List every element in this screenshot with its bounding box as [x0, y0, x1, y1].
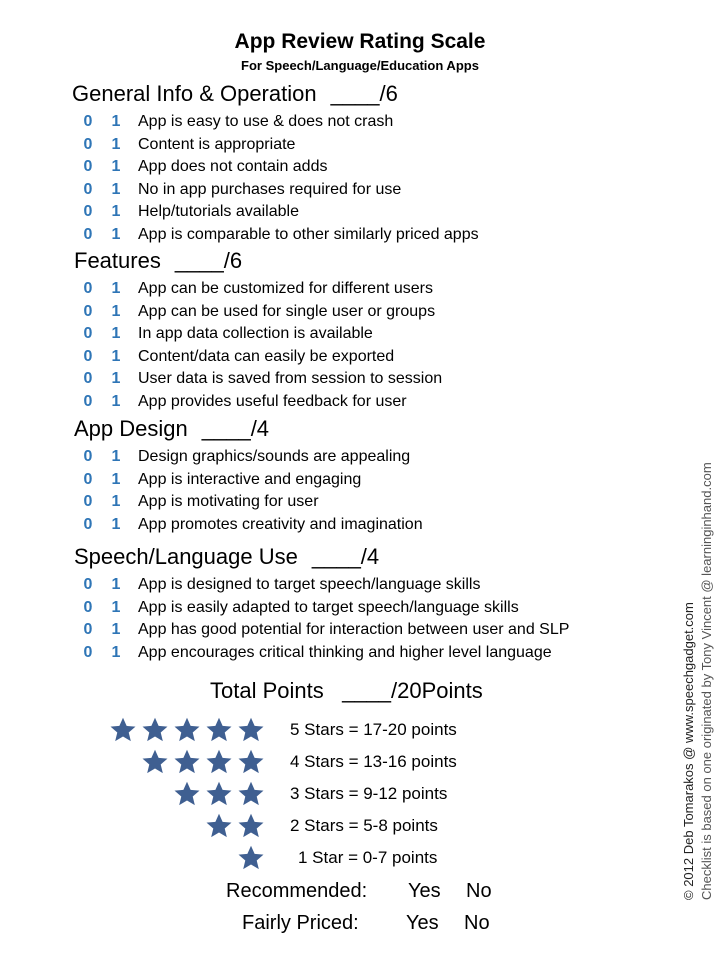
- criteria-list: [74, 574, 569, 664]
- criteria-item: [74, 619, 569, 642]
- criteria-text: Design graphics/sounds are appealing: [138, 448, 411, 465]
- score-1[interactable]: 1: [111, 643, 121, 661]
- score-1[interactable]: 1: [111, 325, 121, 342]
- criteria-item: [74, 491, 423, 514]
- score-1[interactable]: 1: [111, 135, 121, 153]
- criteria-text: App encourages critical thinking and higher level language: [138, 643, 552, 661]
- star-row-4: [0, 748, 266, 778]
- section-heading: [72, 79, 479, 109]
- criteria-list: [74, 278, 442, 413]
- criteria-item: [74, 156, 479, 179]
- criteria-item: [74, 391, 442, 414]
- section-heading: [74, 542, 569, 572]
- fairly-priced-row: [0, 912, 720, 938]
- criteria-text: App is interactive and engaging: [138, 470, 362, 488]
- criteria-item: [74, 224, 479, 247]
- score-1[interactable]: 1: [111, 392, 121, 410]
- page-subtitle: For Speech/Language/Education Apps: [241, 58, 479, 73]
- score-0[interactable]: 0: [83, 598, 93, 616]
- question-label: Fairly Priced:: [242, 912, 359, 934]
- score-1[interactable]: 1: [111, 347, 121, 365]
- criteria-item: [74, 446, 423, 469]
- criteria-list: [74, 446, 423, 536]
- score-1[interactable]: 1: [111, 493, 121, 510]
- criteria-text: Content/data can easily be exported: [138, 347, 395, 365]
- score-1[interactable]: 1: [111, 113, 121, 130]
- yes-option[interactable]: Yes: [406, 912, 439, 934]
- score-0[interactable]: 0: [83, 347, 93, 365]
- score-0[interactable]: 0: [83, 158, 93, 175]
- star-icon: [172, 748, 202, 776]
- score-1[interactable]: 1: [111, 576, 121, 593]
- star-icon: [204, 748, 234, 776]
- criteria-text: App has good potential for interaction between user and SLP: [138, 621, 570, 638]
- star-label: 4 Stars = 13-16 points: [290, 752, 457, 771]
- section-heading: [74, 246, 442, 276]
- score-1[interactable]: 1: [111, 448, 121, 465]
- score-1[interactable]: 1: [111, 598, 121, 616]
- score-0[interactable]: 0: [83, 370, 93, 387]
- section-features: [74, 246, 442, 413]
- score-0[interactable]: 0: [83, 203, 93, 220]
- total-blank: ____/20Points: [342, 678, 483, 703]
- section-title: Speech/Language Use: [74, 544, 298, 569]
- criteria-item: [74, 574, 569, 597]
- section-title: App Design: [74, 416, 188, 441]
- section-heading: [74, 414, 423, 444]
- criteria-item: [74, 368, 442, 391]
- criteria-item: [74, 201, 479, 224]
- criteria-text: App is comparable to other similarly priced apps: [138, 225, 479, 243]
- star-label: 2 Stars = 5-8 points: [290, 816, 438, 835]
- star-row-5: [0, 716, 266, 746]
- score-1[interactable]: 1: [111, 280, 121, 297]
- no-option[interactable]: No: [466, 880, 492, 902]
- score-blank: ____/6: [174, 248, 243, 273]
- criteria-text: Help/tutorials available: [138, 203, 299, 220]
- score-0[interactable]: 0: [83, 493, 93, 510]
- star-icon: [236, 716, 266, 744]
- criteria-text: App is motivating for user: [138, 493, 319, 510]
- criteria-item: [74, 597, 569, 620]
- score-0[interactable]: 0: [83, 576, 93, 593]
- total-points: [0, 678, 720, 704]
- star-icon: [236, 748, 266, 776]
- score-blank: ____/4: [201, 416, 270, 441]
- criteria-text: App provides useful feedback for user: [138, 392, 407, 410]
- score-0[interactable]: 0: [83, 113, 93, 130]
- score-1[interactable]: 1: [111, 370, 121, 387]
- star-icon: [204, 716, 234, 744]
- criteria-text: Content is appropriate: [138, 135, 296, 153]
- score-1[interactable]: 1: [111, 470, 121, 488]
- criteria-item: [74, 301, 442, 324]
- criteria-text: App promotes creativity and imagination: [138, 515, 423, 533]
- criteria-item: [74, 469, 423, 492]
- criteria-text: App is designed to target speech/language skills: [138, 576, 481, 593]
- score-0[interactable]: 0: [83, 225, 93, 243]
- criteria-text: App can be customized for different users: [138, 280, 433, 297]
- score-1[interactable]: 1: [111, 180, 121, 198]
- criteria-item: [74, 514, 423, 537]
- criteria-text: User data is saved from session to session: [138, 370, 443, 387]
- criteria-item: [74, 346, 442, 369]
- star-group: [234, 844, 266, 872]
- criteria-item: [74, 642, 569, 665]
- score-0[interactable]: 0: [83, 180, 93, 198]
- page-title: App Review Rating Scale: [234, 30, 486, 53]
- criteria-text: App is easy to use & does not crash: [138, 113, 394, 130]
- section-app-design: [74, 414, 423, 536]
- criteria-text: App can be used for single user or groups: [138, 302, 436, 320]
- score-0[interactable]: 0: [83, 392, 93, 410]
- yes-option[interactable]: Yes: [408, 880, 441, 902]
- star-icon: [108, 716, 138, 744]
- criteria-text: In app data collection is available: [138, 325, 373, 342]
- star-row-2: [0, 812, 266, 842]
- recommended-row: [0, 880, 720, 906]
- star-icon: [140, 748, 170, 776]
- star-group: [106, 716, 266, 744]
- star-icon: [236, 780, 266, 808]
- star-row-1: [0, 844, 266, 874]
- credits-line-1: © 2012 Deb Tomarakos @ www.speechgadget.com: [681, 602, 696, 900]
- score-1[interactable]: 1: [111, 203, 121, 220]
- section-title: General Info & Operation: [72, 81, 317, 106]
- score-0[interactable]: 0: [83, 302, 93, 320]
- score-1[interactable]: 1: [111, 621, 121, 638]
- score-0[interactable]: 0: [83, 280, 93, 297]
- total-label: Total Points: [210, 678, 324, 703]
- criteria-item: [74, 179, 479, 202]
- criteria-item: [74, 323, 442, 346]
- criteria-item: [74, 278, 442, 301]
- criteria-list: [74, 111, 479, 246]
- question-label: Recommended:: [226, 880, 368, 902]
- score-blank: ____/4: [311, 544, 380, 569]
- star-group: [138, 748, 266, 776]
- score-0[interactable]: 0: [83, 643, 93, 661]
- score-0[interactable]: 0: [83, 515, 93, 533]
- criteria-text: App is easily adapted to target speech/language skills: [138, 598, 519, 616]
- criteria-text: No in app purchases required for use: [138, 180, 402, 198]
- score-0[interactable]: 0: [83, 621, 93, 638]
- star-label: 1 Star = 0-7 points: [298, 848, 438, 867]
- credits-line-2: Checklist is based on one originated by Tony Vincent @ learninginhand.com: [699, 462, 714, 900]
- score-0[interactable]: 0: [83, 448, 93, 465]
- star-group: [202, 812, 266, 840]
- section-title: Features: [74, 248, 161, 273]
- star-icon: [204, 812, 234, 840]
- star-row-3: [0, 780, 266, 810]
- star-icon: [236, 812, 266, 840]
- score-1[interactable]: 1: [111, 515, 121, 533]
- star-icon: [140, 716, 170, 744]
- star-icon: [172, 780, 202, 808]
- section-speech-language: [74, 542, 569, 664]
- star-group: [170, 780, 266, 808]
- score-1[interactable]: 1: [111, 225, 121, 243]
- section-general-info: [72, 79, 479, 246]
- star-icon: [172, 716, 202, 744]
- score-1[interactable]: 1: [111, 302, 121, 320]
- score-0[interactable]: 0: [83, 325, 93, 342]
- score-1[interactable]: 1: [111, 158, 121, 175]
- star-icon: [204, 780, 234, 808]
- star-label: 3 Stars = 9-12 points: [290, 784, 448, 803]
- score-0[interactable]: 0: [83, 135, 93, 153]
- score-blank: ____/6: [330, 81, 398, 106]
- star-label: 5 Stars = 17-20 points: [290, 720, 457, 739]
- criteria-item: [74, 134, 479, 157]
- star-icon: [236, 844, 266, 872]
- score-0[interactable]: 0: [83, 470, 93, 488]
- criteria-text: App does not contain adds: [138, 158, 328, 175]
- criteria-item: [74, 111, 479, 134]
- no-option[interactable]: No: [464, 912, 490, 934]
